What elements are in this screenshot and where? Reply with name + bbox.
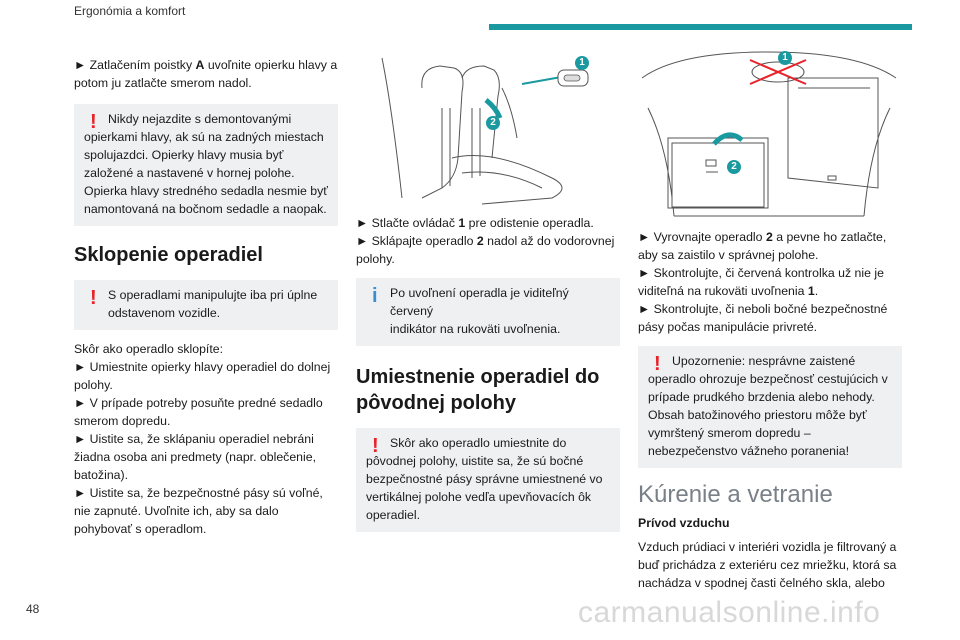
- info-icon: i: [372, 285, 378, 307]
- running-header: Ergonómia a komfort: [74, 4, 186, 18]
- warning-box-headrests: ! Nikdy nejazdite s demontovanými opierkami hlavy, ak sú na zadných miestach spolujazdci. Opierky hlavy musia byť založené a nastavené v hornej polohe. Opierka hlavy stredného sedadla nesmie byť namontovaná na bočnom sedadle a naopak.: [74, 104, 338, 226]
- warning-box-stationary: ! S operadlami manipulujte iba pri úplne odstavenom vozidle.: [74, 280, 338, 330]
- step-check-indicator: ► Skontrolujte, či červená kontrolka už nie je viditeľná na rukoväti uvoľnenia 1.: [638, 266, 884, 298]
- bullet-item: ► V prípade potreby posuňte predné sedadlo smerom dopredu.: [74, 396, 323, 428]
- warning-icon: !: [654, 353, 661, 375]
- step-release: ► Stlačte ovládač 1 pre odistenie operadla.: [356, 216, 594, 230]
- warning-box-locking: ! Upozornenie: nesprávne zaistené operadlo ohrozuje bezpečnosť cestujúcich v prípade prudkého brzdenia alebo nehody. Obsah batožinového priestoru môže byť vymrštený smerom dopredu – nebezpečenstvo vážneho poranenia!: [638, 346, 902, 468]
- bullet-item: ► Uistite sa, že sklápaniu operadiel nebráni žiadna osoba ani predmety (napr. oblečenie, batožina).: [74, 432, 316, 482]
- body-text: Vzduch prúdiaci v interiéri vozidla je filtrovaný a buď prichádza z exteriéru cez mriežku, ktorá sa nachádza v spodnej časti čelného skla, alebo: [638, 540, 897, 590]
- header-accent-bar: [489, 24, 912, 30]
- section-heading: Umiestnenie operadiel do pôvodnej polohy: [356, 366, 600, 414]
- before-folding-title: Skôr ako operadlo sklopíte:: [74, 342, 224, 356]
- warning-icon: !: [90, 111, 97, 133]
- chapter-heading: Kúrenie a vetranie: [638, 481, 833, 508]
- info-box-indicator: i Po uvoľnení operadla je viditeľný červený indikátor na rukoväti uvoľnenia.: [356, 278, 620, 346]
- callout-badge-2: 2: [727, 160, 741, 174]
- step-check-belts: ► Skontrolujte, či neboli bočné bezpečnostné pásy počas manipulácie privreté.: [638, 302, 888, 334]
- warning-box-belts: ! Skôr ako operadlo umiestnite do pôvodnej polohy, uistite sa, že sú bočné bezpečnostné pásy správne umiestnené vo vertikálnej polohe vedľa upevňovacích ôk operadiel.: [356, 428, 620, 532]
- column-1: [74, 56, 338, 538]
- bullet-item: ► Umiestnite opierky hlavy operadiel do dolnej polohy.: [74, 360, 331, 392]
- subheading: Prívod vzduchu: [638, 516, 730, 530]
- watermark: carmanualsonline.info: [578, 596, 881, 629]
- callout-badge-2: 2: [486, 116, 500, 130]
- trunk-drawing: [638, 48, 900, 220]
- trunk-illustration: [638, 48, 900, 220]
- warning-icon: !: [90, 287, 97, 309]
- bullet-item: ► Uistite sa, že bezpečnostné pásy sú voľné, nie zapnuté. Uvoľnite ich, aby sa dalo pohybovať s operadlom.: [74, 486, 323, 536]
- page-number: 48: [26, 602, 40, 616]
- seat-drawing: [362, 48, 602, 208]
- step-fold: ► Sklápajte operadlo 2 nadol až do vodorovnej polohy.: [356, 234, 615, 266]
- headrest-instruction: ► Zatlačením poistky A uvoľnite opierku hlavy a potom ju zatlačte smerom nadol.: [74, 58, 338, 90]
- callout-badge-1: 1: [778, 51, 792, 65]
- section-heading: Sklopenie operadiel: [74, 244, 263, 266]
- warning-icon: !: [372, 435, 379, 457]
- column-2: [356, 214, 620, 532]
- rear-seat-illustration: [362, 48, 602, 208]
- step-raise-backrest: ► Vyrovnajte operadlo 2 a pevne ho zatlačte, aby sa zaistilo v správnej polohe.: [638, 230, 887, 262]
- callout-badge-1: 1: [575, 56, 589, 70]
- column-3: [638, 228, 902, 592]
